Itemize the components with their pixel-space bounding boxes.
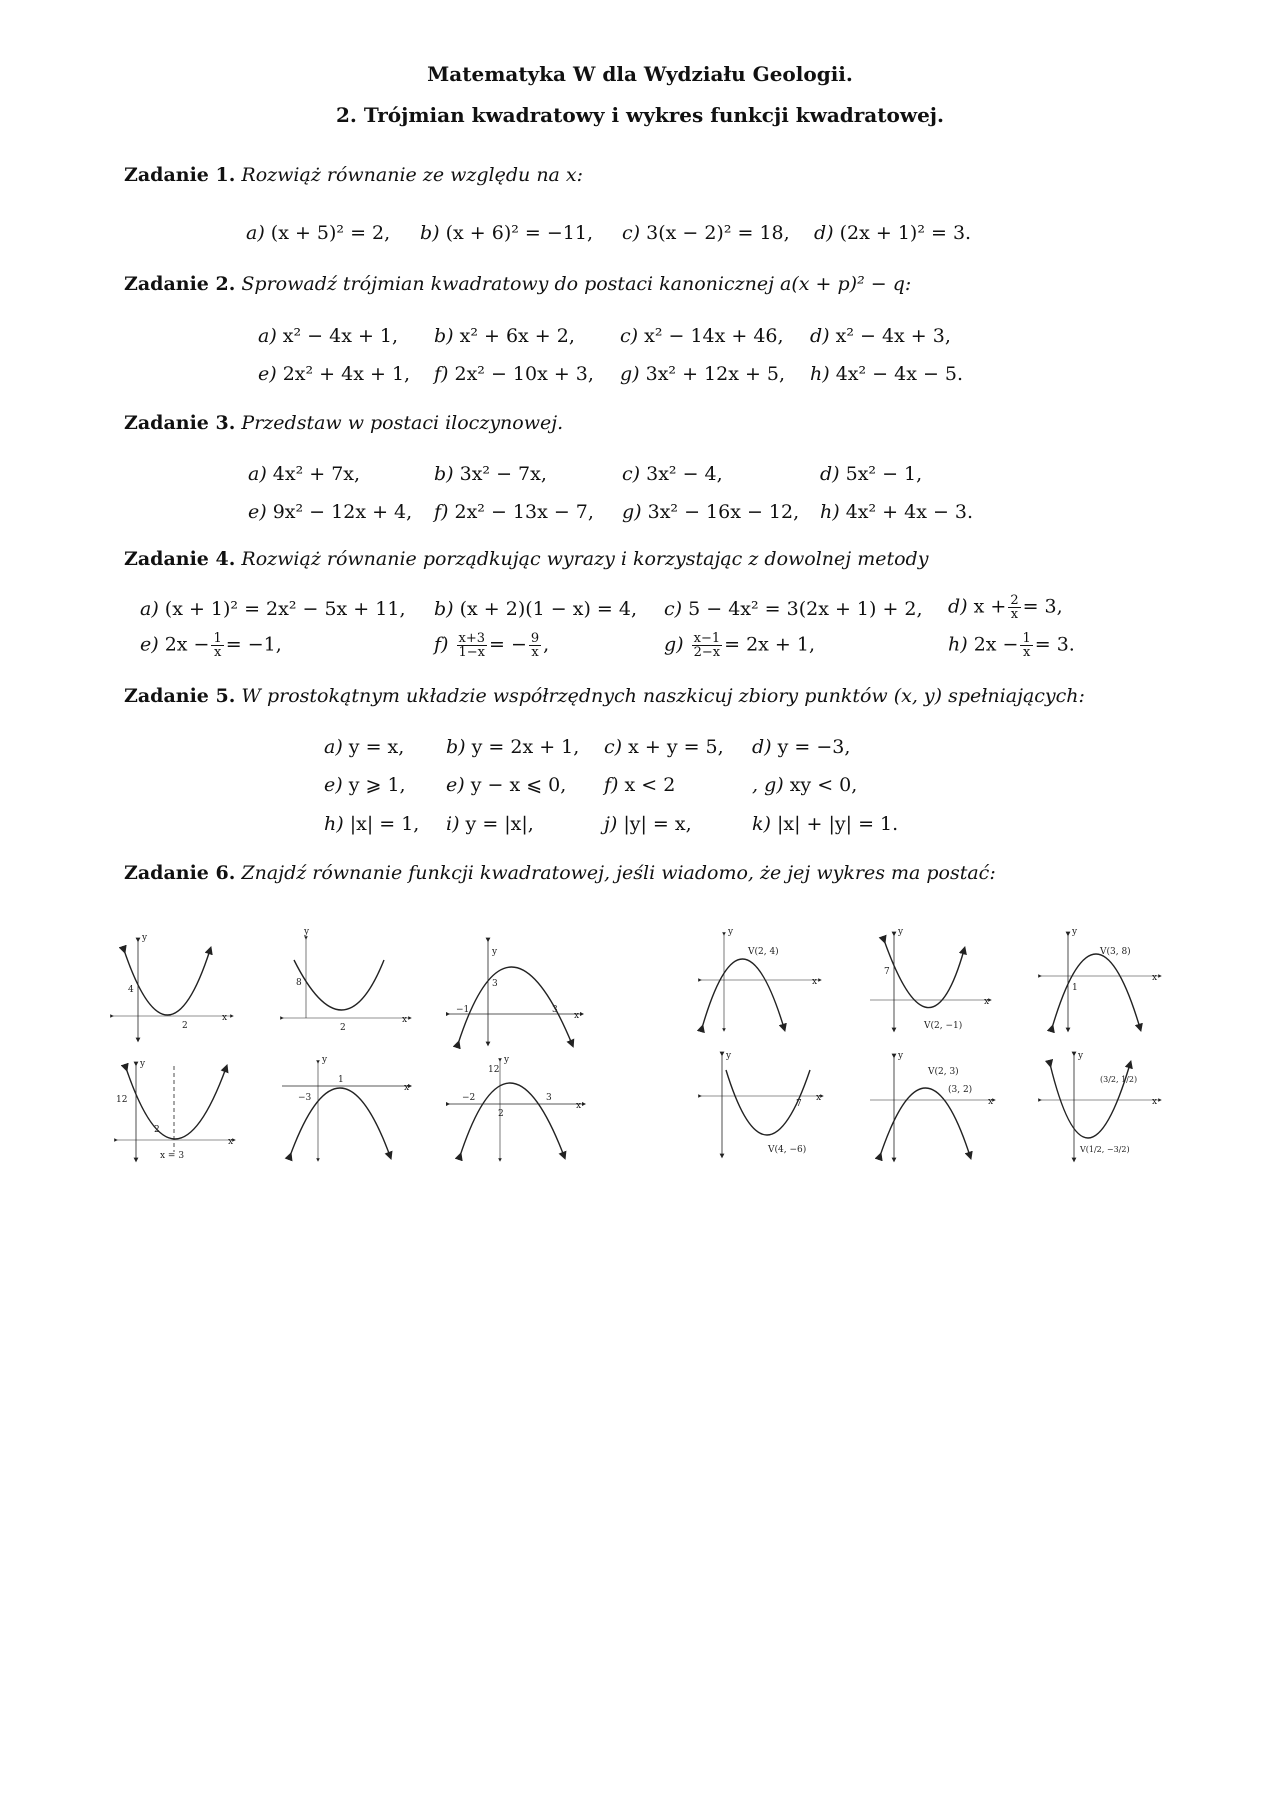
task-2-item-e: e) 2x² + 4x + 1, (258, 363, 411, 385)
graph-10-x-label: 7 (796, 1099, 802, 1109)
graph-3-x-left: −1 (456, 1005, 470, 1015)
task-5-item-e1: e) y ⩾ 1, (324, 774, 406, 796)
svg-text:y: y (728, 927, 734, 937)
graph-3 (448, 940, 582, 1044)
graph-6-x-left: −2 (462, 1093, 476, 1103)
graph-4 (116, 1059, 234, 1161)
task-2-item-c: c) x² − 14x + 46, (620, 325, 784, 347)
task-3-item-c: c) 3x² − 4, (622, 463, 723, 485)
task-5-item-c: c) x + y = 5, (604, 736, 724, 758)
task-1-heading (124, 164, 583, 186)
graph-12 (1040, 1051, 1160, 1160)
graph-6-x-right: 3 (546, 1093, 552, 1103)
task-4-item-e: e) 2x − $\frac{1}{x}$ = −1, (140, 631, 282, 660)
x-axis-label: x (222, 1013, 228, 1023)
svg-text:x: x (988, 1097, 994, 1107)
graph-8-vertex: V(2, −1) (924, 1021, 963, 1031)
graph-1-y-intercept: 4 (128, 985, 134, 995)
task-4-item-a: a) (x + 1)² = 2x² − 5x + 11, (140, 598, 406, 620)
task-3-item-b: b) 3x² − 7x, (434, 463, 547, 485)
svg-text:x: x (404, 1083, 410, 1093)
svg-text:x: x (812, 977, 818, 987)
worksheet-title: 2. Trójmian kwadratowy i wykres funkcji kwadratowej. (336, 103, 944, 127)
svg-text:y: y (304, 927, 310, 937)
task-1-item-b: b) (x + 6)² = −11, (420, 222, 594, 244)
task-label: Zadanie 6. (124, 862, 236, 884)
graph-8 (870, 927, 990, 1031)
task-3-heading (124, 412, 563, 434)
task-6-heading (124, 862, 996, 884)
svg-text:x: x (816, 1093, 822, 1103)
graph-12-vertex: V(1/2, −3/2) (1080, 1145, 1130, 1154)
task-instruction: Rozwiąż równanie ze względu na x: (241, 164, 584, 186)
task-3-item-e: e) 9x² − 12x + 4, (248, 501, 413, 523)
graph-5-vertex: 1 (338, 1075, 344, 1085)
graph-2-x-label: 2 (340, 1023, 346, 1033)
graph-9-x-label: 1 (1072, 983, 1078, 993)
task-4-item-f: f) $\frac{x+3}{1-x}$ = − $\frac{9}{x}$ , (434, 631, 550, 660)
graph-11-vertex: V(2, 3) (928, 1067, 959, 1077)
svg-text:y: y (898, 1051, 904, 1061)
task-5-item-f: f) x < 2 (604, 774, 676, 796)
task-1-item-d: d) (2x + 1)² = 3. (814, 222, 972, 244)
graph-3-x-right: 3 (552, 1005, 558, 1015)
task-5-item-a: a) y = x, (324, 736, 405, 758)
task-instruction: Rozwiąż równanie porządkując wyrazy i korzystając z dowolnej metody (241, 548, 929, 570)
graph-11-point: (3, 2) (948, 1085, 973, 1095)
svg-text:y: y (322, 1055, 328, 1065)
svg-text:y: y (1078, 1051, 1084, 1061)
task-4-heading (124, 548, 928, 570)
graph-1 (112, 933, 232, 1040)
svg-text:y: y (140, 1059, 146, 1069)
task-5-item-b: b) y = 2x + 1, (446, 736, 580, 758)
svg-text:y: y (898, 927, 904, 937)
svg-text:x: x (1152, 973, 1158, 983)
task-label: Zadanie 5. (124, 685, 236, 707)
task-3-item-d: d) 5x² − 1, (820, 463, 923, 485)
svg-text:x: x (1152, 1097, 1158, 1107)
parabola-graphs (0, 920, 1280, 1180)
graph-8-y-intercept: 7 (884, 967, 890, 977)
graph-5-x-label: −3 (298, 1093, 312, 1103)
task-label: Zadanie 4. (124, 548, 236, 570)
task-1-item-a: a) (x + 5)² = 2, (246, 222, 391, 244)
task-instruction: Znajdź równanie funkcji kwadratowej, jeśli wiadomo, że jej wykres ma postać: (241, 862, 996, 884)
task-4-item-h: h) 2x − $\frac{1}{x}$ = 3. (948, 631, 1075, 660)
graph-12-point: (3/2, 1/2) (1100, 1075, 1138, 1084)
task-1-item-c: c) 3(x − 2)² = 18, (622, 222, 790, 244)
task-5-item-i: i) y = |x|, (446, 813, 534, 835)
task-2-item-f: f) 2x² − 10x + 3, (434, 363, 594, 385)
task-2-item-a: a) x² − 4x + 1, (258, 325, 399, 347)
svg-text:y: y (492, 947, 498, 957)
task-instruction: W prostokątnym układzie współrzędnych naszkicuj zbiory punktów (x, y) spełniających: (241, 685, 1085, 707)
svg-text:x: x (576, 1101, 582, 1111)
task-4-item-c: c) 5 − 4x² = 3(2x + 1) + 2, (664, 598, 923, 620)
svg-text:x: x (402, 1015, 408, 1025)
task-4-item-d: d) x + $\frac{2}{x}$ = 3, (948, 593, 1063, 622)
svg-text:y: y (504, 1055, 510, 1065)
task-5-item-k: k) |x| + |y| = 1. (752, 813, 899, 835)
course-title: Matematyka W dla Wydziału Geologii. (427, 62, 853, 86)
task-2-item-d: d) x² − 4x + 3, (810, 325, 951, 347)
task-3-item-a: a) 4x² + 7x, (248, 463, 361, 485)
graph-2-y-intercept: 8 (296, 978, 302, 988)
task-2-item-g: g) 3x² + 12x + 5, (620, 363, 786, 385)
task-label: Zadanie 3. (124, 412, 236, 434)
svg-text:x: x (574, 1011, 580, 1021)
graph-7 (700, 927, 820, 1030)
task-5-item-j: j) |y| = x, (604, 813, 692, 835)
task-5-item-d: d) y = −3, (752, 736, 851, 758)
svg-text:y: y (726, 1051, 732, 1061)
svg-text:y: y (1072, 927, 1078, 937)
task-instruction: Sprowadź trójmian kwadratowy do postaci kanonicznej a(x + p)² − q: (241, 273, 912, 295)
task-5-item-e2: e) y − x ⩽ 0, (446, 774, 567, 796)
task-2-heading (124, 273, 911, 295)
graph-9-vertex: V(3, 8) (1100, 947, 1131, 957)
graph-3-y-intercept: 3 (492, 979, 498, 989)
task-5-item-g: , g) xy < 0, (752, 774, 858, 796)
graph-5 (282, 1055, 410, 1160)
graph-6-x-mid: 2 (498, 1109, 504, 1119)
graph-10-vertex: V(4, −6) (768, 1145, 807, 1155)
task-3-item-g: g) 3x² − 16x − 12, (622, 501, 800, 523)
task-5-heading (124, 685, 1085, 707)
task-label: Zadanie 2. (124, 273, 236, 295)
graph-4-x-label: 2 (154, 1125, 160, 1135)
task-2-item-b: b) x² + 6x + 2, (434, 325, 575, 347)
graph-6 (448, 1055, 584, 1160)
task-5-item-h: h) |x| = 1, (324, 813, 420, 835)
svg-text:x: x (228, 1137, 234, 1147)
graph-11 (870, 1051, 994, 1160)
graph-10 (700, 1051, 822, 1156)
task-3-item-h: h) 4x² + 4x − 3. (820, 501, 974, 523)
task-3-item-f: f) 2x² − 13x − 7, (434, 501, 594, 523)
graph-4-y-intercept: 12 (116, 1095, 128, 1105)
task-2-item-h: h) 4x² − 4x − 5. (810, 363, 964, 385)
graph-1-x-label: 2 (182, 1021, 188, 1031)
graph-9 (1040, 927, 1160, 1030)
task-label: Zadanie 1. (124, 164, 236, 186)
task-4-item-b: b) (x + 2)(1 − x) = 4, (434, 598, 638, 620)
svg-text:x: x (984, 997, 990, 1007)
task-4-item-g: g) $\frac{x-1}{2-x}$ = 2x + 1, (664, 631, 816, 660)
graph-7-vertex: V(2, 4) (748, 947, 779, 957)
task-instruction: Przedstaw w postaci iloczynowej. (241, 412, 564, 434)
graph-6-y-intercept: 12 (488, 1065, 500, 1075)
graph-2 (282, 927, 410, 1033)
y-axis-label: y (142, 933, 148, 943)
graph-4-axis-line: x = 3 (160, 1151, 185, 1161)
